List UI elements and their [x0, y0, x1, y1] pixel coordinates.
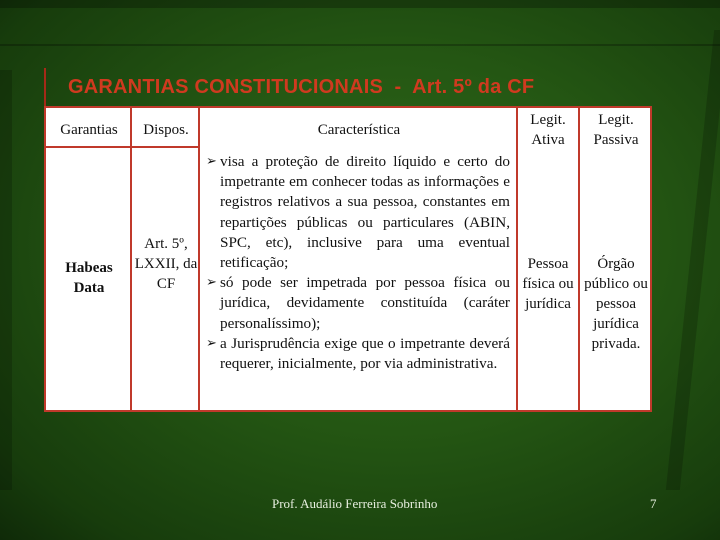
caracteristica-item — [206, 273, 510, 334]
arrow-bullet-icon: ➢ — [206, 154, 217, 169]
row-caracteristicas — [206, 152, 510, 374]
arrow-bullet-icon: ➢ — [206, 335, 217, 351]
arrow-bullet-icon: ➢ — [206, 275, 217, 291]
header-legit-passiva: Legit. Passiva — [593, 112, 639, 148]
header-legit-ativa: Legit. Ativa — [530, 112, 566, 148]
right-decoration — [666, 30, 720, 490]
guarantees-table — [44, 106, 652, 412]
header-dispos: Dispos. — [143, 122, 189, 138]
row-garantia: Habeas Data — [65, 260, 113, 296]
header-rule — [0, 44, 720, 46]
caracteristica-text: a Jurisprudência exige que o impetrante deverá requerer, inicialmente, por via administrativa. — [220, 334, 510, 373]
header-caracteristica: Característica — [317, 122, 401, 138]
row-legit-ativa: Pessoa física ou jurídica — [522, 256, 574, 312]
row-legit-passiva: Órgão público ou pessoa jurídica privada. — [584, 256, 648, 352]
row-dispositivo: Art. 5º, LXXII, da CF — [134, 236, 198, 292]
caracteristica-item — [206, 152, 510, 273]
caracteristica-item — [206, 334, 510, 374]
header-garantias: Garantias — [60, 122, 118, 138]
top-shade — [0, 0, 720, 8]
page-number: 7 — [650, 496, 657, 511]
left-shade — [0, 70, 12, 490]
caracteristica-text: só pode ser impetrada por pessoa física ou jurídica, devidamente constituída (caráter personalíssimo); — [220, 274, 510, 332]
slide-footer: Prof. Audálio Ferreira Sobrinho — [272, 496, 438, 511]
caracteristica-text: visa a proteção de direito líquido e certo do impetrante em conhecer todas as informações e registros relativos a sua pessoa, constantes em repartições públicas ou particulares (ABIN, SPC, etc), inclusive para uma eventual retificação; — [220, 153, 510, 272]
header-separator — [46, 146, 200, 148]
slide-title: GARANTIAS CONSTITUCIONAIS - Art. 5º da CF — [68, 76, 535, 98]
